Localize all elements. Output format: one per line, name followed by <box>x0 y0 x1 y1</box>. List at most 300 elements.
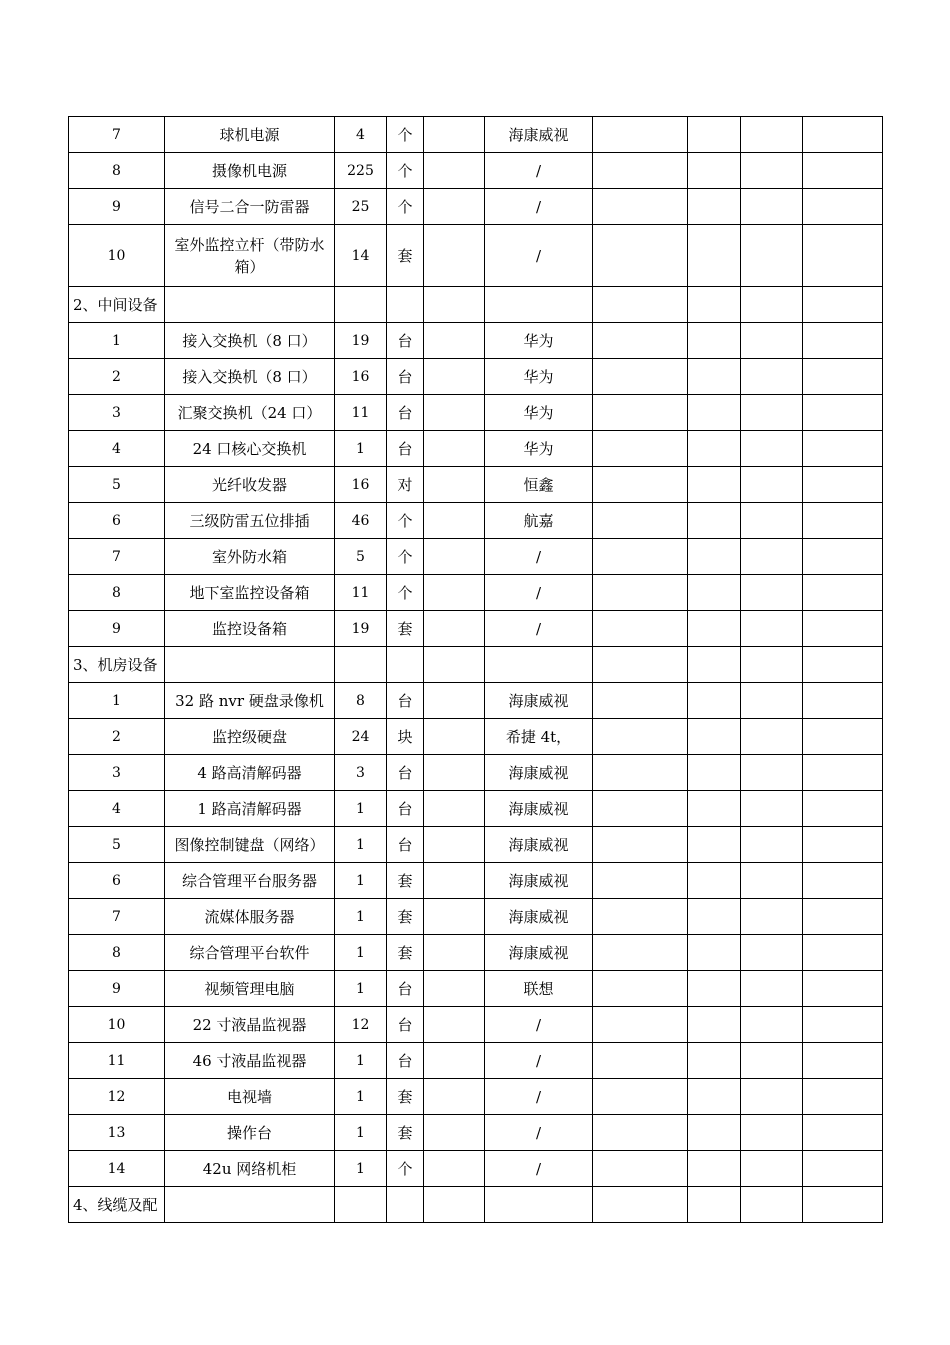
table-row <box>69 575 883 611</box>
brand-cell: / <box>485 575 593 611</box>
empty-cell <box>688 1079 741 1115</box>
quantity-cell: 1 <box>335 899 387 935</box>
empty-cell <box>424 935 485 971</box>
table-row <box>69 1043 883 1079</box>
empty-cell <box>593 539 688 575</box>
empty-cell <box>688 935 741 971</box>
item-number-cell: 13 <box>69 1115 165 1151</box>
empty-cell <box>803 1187 883 1223</box>
empty-cell <box>593 359 688 395</box>
item-name-cell: 地下室监控设备箱 <box>165 575 335 611</box>
brand-cell: 华为 <box>485 359 593 395</box>
empty-cell <box>593 647 688 683</box>
empty-cell <box>424 899 485 935</box>
item-name-cell: 三级防雷五位排插 <box>165 503 335 539</box>
empty-cell <box>803 225 883 287</box>
empty-cell <box>424 1007 485 1043</box>
empty-cell <box>424 1079 485 1115</box>
empty-cell <box>741 1187 803 1223</box>
item-number-cell: 10 <box>69 225 165 287</box>
empty-cell <box>335 647 387 683</box>
table-row <box>69 503 883 539</box>
empty-cell <box>741 539 803 575</box>
empty-cell <box>165 647 335 683</box>
empty-cell <box>688 755 741 791</box>
quantity-cell: 1 <box>335 827 387 863</box>
item-name-cell: 32 路 nvr 硬盘录像机 <box>165 683 335 719</box>
unit-cell: 个 <box>387 1151 424 1187</box>
item-name-cell: 综合管理平台服务器 <box>165 863 335 899</box>
empty-cell <box>424 791 485 827</box>
unit-cell: 台 <box>387 791 424 827</box>
quantity-cell: 1 <box>335 1115 387 1151</box>
empty-cell <box>688 827 741 863</box>
empty-cell <box>688 1115 741 1151</box>
quantity-cell: 24 <box>335 719 387 755</box>
empty-cell <box>803 395 883 431</box>
empty-cell <box>424 755 485 791</box>
empty-cell <box>803 431 883 467</box>
item-name-cell: 监控级硬盘 <box>165 719 335 755</box>
empty-cell <box>688 153 741 189</box>
empty-cell <box>803 539 883 575</box>
empty-cell <box>803 287 883 323</box>
empty-cell <box>741 323 803 359</box>
empty-cell <box>688 395 741 431</box>
empty-cell <box>741 575 803 611</box>
empty-cell <box>593 287 688 323</box>
item-number-cell: 2 <box>69 719 165 755</box>
item-name-cell: 图像控制键盘（网络） <box>165 827 335 863</box>
item-name-cell: 接入交换机（8 口） <box>165 323 335 359</box>
empty-cell <box>688 287 741 323</box>
empty-cell <box>741 287 803 323</box>
item-number-cell: 7 <box>69 539 165 575</box>
empty-cell <box>593 575 688 611</box>
item-name-cell: 46 寸液晶监视器 <box>165 1043 335 1079</box>
brand-cell: 华为 <box>485 323 593 359</box>
unit-cell: 块 <box>387 719 424 755</box>
section-title-cell: 4、线缆及配 <box>69 1187 165 1223</box>
table-row <box>69 863 883 899</box>
empty-cell <box>424 1187 485 1223</box>
quantity-cell: 1 <box>335 791 387 827</box>
unit-cell: 台 <box>387 683 424 719</box>
empty-cell <box>803 1007 883 1043</box>
unit-cell: 套 <box>387 935 424 971</box>
item-name-cell: 室外防水箱 <box>165 539 335 575</box>
table-row <box>69 1079 883 1115</box>
item-number-cell: 5 <box>69 827 165 863</box>
quantity-cell: 1 <box>335 935 387 971</box>
brand-cell: 华为 <box>485 395 593 431</box>
empty-cell <box>593 323 688 359</box>
empty-cell <box>741 467 803 503</box>
table-row <box>69 1151 883 1187</box>
quantity-cell: 8 <box>335 683 387 719</box>
empty-cell <box>688 1007 741 1043</box>
empty-cell <box>688 359 741 395</box>
empty-cell <box>803 1151 883 1187</box>
empty-cell <box>485 1187 593 1223</box>
empty-cell <box>424 1043 485 1079</box>
empty-cell <box>424 503 485 539</box>
unit-cell: 台 <box>387 1007 424 1043</box>
empty-cell <box>593 225 688 287</box>
brand-cell: 海康威视 <box>485 899 593 935</box>
empty-cell <box>741 1079 803 1115</box>
empty-cell <box>593 395 688 431</box>
unit-cell: 套 <box>387 899 424 935</box>
brand-cell: / <box>485 1151 593 1187</box>
unit-cell: 套 <box>387 863 424 899</box>
item-number-cell: 8 <box>69 935 165 971</box>
item-number-cell: 5 <box>69 467 165 503</box>
empty-cell <box>803 971 883 1007</box>
brand-cell: 海康威视 <box>485 755 593 791</box>
brand-cell: 海康威视 <box>485 117 593 153</box>
item-name-cell: 4 路高清解码器 <box>165 755 335 791</box>
empty-cell <box>741 683 803 719</box>
quantity-cell: 14 <box>335 225 387 287</box>
quantity-cell: 4 <box>335 117 387 153</box>
empty-cell <box>593 611 688 647</box>
empty-cell <box>741 431 803 467</box>
empty-cell <box>593 1043 688 1079</box>
quantity-cell: 5 <box>335 539 387 575</box>
section-title-cell: 2、中间设备 <box>69 287 165 323</box>
table-row <box>69 1115 883 1151</box>
table-row <box>69 359 883 395</box>
empty-cell <box>803 1079 883 1115</box>
item-name-cell: 1 路高清解码器 <box>165 791 335 827</box>
empty-cell <box>424 395 485 431</box>
item-number-cell: 8 <box>69 575 165 611</box>
item-number-cell: 7 <box>69 117 165 153</box>
empty-cell <box>803 791 883 827</box>
empty-cell <box>387 1187 424 1223</box>
empty-cell <box>335 287 387 323</box>
quantity-cell: 19 <box>335 323 387 359</box>
empty-cell <box>593 503 688 539</box>
empty-cell <box>424 117 485 153</box>
table-row <box>69 1007 883 1043</box>
item-name-cell: 光纤收发器 <box>165 467 335 503</box>
empty-cell <box>741 1007 803 1043</box>
brand-cell: 航嘉 <box>485 503 593 539</box>
table-row <box>69 431 883 467</box>
empty-cell <box>593 827 688 863</box>
empty-cell <box>741 359 803 395</box>
brand-cell: 海康威视 <box>485 827 593 863</box>
empty-cell <box>741 863 803 899</box>
empty-cell <box>593 1007 688 1043</box>
quantity-cell: 12 <box>335 1007 387 1043</box>
empty-cell <box>803 863 883 899</box>
quantity-cell: 16 <box>335 359 387 395</box>
empty-cell <box>688 503 741 539</box>
empty-cell <box>741 935 803 971</box>
empty-cell <box>688 791 741 827</box>
empty-cell <box>165 287 335 323</box>
item-number-cell: 1 <box>69 323 165 359</box>
unit-cell: 套 <box>387 611 424 647</box>
empty-cell <box>593 719 688 755</box>
table-row <box>69 827 883 863</box>
empty-cell <box>803 467 883 503</box>
empty-cell <box>741 395 803 431</box>
brand-cell: / <box>485 189 593 225</box>
unit-cell: 台 <box>387 323 424 359</box>
unit-cell: 台 <box>387 431 424 467</box>
item-name-cell: 42u 网络机柜 <box>165 1151 335 1187</box>
empty-cell <box>741 971 803 1007</box>
item-number-cell: 6 <box>69 503 165 539</box>
item-name-cell: 流媒体服务器 <box>165 899 335 935</box>
table-row <box>69 611 883 647</box>
empty-cell <box>424 1151 485 1187</box>
empty-cell <box>803 755 883 791</box>
empty-cell <box>485 647 593 683</box>
empty-cell <box>424 575 485 611</box>
item-name-cell: 操作台 <box>165 1115 335 1151</box>
item-name-cell: 24 口核心交换机 <box>165 431 335 467</box>
table-row <box>69 225 883 287</box>
item-name-cell: 视频管理电脑 <box>165 971 335 1007</box>
empty-cell <box>688 575 741 611</box>
empty-cell <box>424 683 485 719</box>
table-row <box>69 323 883 359</box>
empty-cell <box>593 1079 688 1115</box>
item-number-cell: 6 <box>69 863 165 899</box>
table-row <box>69 189 883 225</box>
empty-cell <box>387 287 424 323</box>
empty-cell <box>424 287 485 323</box>
empty-cell <box>803 189 883 225</box>
empty-cell <box>424 359 485 395</box>
item-name-cell: 汇聚交换机（24 口） <box>165 395 335 431</box>
empty-cell <box>424 971 485 1007</box>
empty-cell <box>741 719 803 755</box>
empty-cell <box>803 575 883 611</box>
brand-cell: 联想 <box>485 971 593 1007</box>
quantity-cell: 1 <box>335 1043 387 1079</box>
empty-cell <box>803 503 883 539</box>
empty-cell <box>803 899 883 935</box>
item-name-cell: 电视墙 <box>165 1079 335 1115</box>
empty-cell <box>741 611 803 647</box>
table-row <box>69 791 883 827</box>
empty-cell <box>741 791 803 827</box>
quantity-cell: 1 <box>335 971 387 1007</box>
item-number-cell: 10 <box>69 1007 165 1043</box>
brand-cell: 海康威视 <box>485 683 593 719</box>
empty-cell <box>741 1151 803 1187</box>
quantity-cell: 25 <box>335 189 387 225</box>
brand-cell: 海康威视 <box>485 935 593 971</box>
brand-cell: 恒鑫 <box>485 467 593 503</box>
quantity-cell: 1 <box>335 1079 387 1115</box>
quantity-cell: 1 <box>335 863 387 899</box>
empty-cell <box>593 467 688 503</box>
item-number-cell: 4 <box>69 431 165 467</box>
quantity-cell: 11 <box>335 575 387 611</box>
item-name-cell: 接入交换机（8 口） <box>165 359 335 395</box>
empty-cell <box>593 189 688 225</box>
empty-cell <box>688 1187 741 1223</box>
item-name-cell: 室外监控立杆（带防水箱） <box>165 225 335 287</box>
table-row <box>69 719 883 755</box>
empty-cell <box>593 935 688 971</box>
unit-cell: 个 <box>387 575 424 611</box>
quantity-cell: 16 <box>335 467 387 503</box>
empty-cell <box>741 755 803 791</box>
empty-cell <box>803 1115 883 1151</box>
unit-cell: 套 <box>387 225 424 287</box>
empty-cell <box>424 1115 485 1151</box>
equipment-table-body <box>69 117 883 1223</box>
item-name-cell: 球机电源 <box>165 117 335 153</box>
item-number-cell: 1 <box>69 683 165 719</box>
empty-cell <box>741 503 803 539</box>
unit-cell: 台 <box>387 755 424 791</box>
empty-cell <box>424 189 485 225</box>
unit-cell: 个 <box>387 117 424 153</box>
empty-cell <box>424 719 485 755</box>
empty-cell <box>688 971 741 1007</box>
item-number-cell: 9 <box>69 971 165 1007</box>
unit-cell: 个 <box>387 153 424 189</box>
empty-cell <box>803 827 883 863</box>
empty-cell <box>688 719 741 755</box>
empty-cell <box>387 647 424 683</box>
empty-cell <box>593 755 688 791</box>
empty-cell <box>424 863 485 899</box>
empty-cell <box>741 1043 803 1079</box>
empty-cell <box>741 827 803 863</box>
item-number-cell: 9 <box>69 611 165 647</box>
empty-cell <box>688 323 741 359</box>
empty-cell <box>803 359 883 395</box>
empty-cell <box>593 863 688 899</box>
brand-cell: 希捷 4t， <box>485 719 593 755</box>
unit-cell: 套 <box>387 1115 424 1151</box>
table-row <box>69 539 883 575</box>
brand-cell: / <box>485 1043 593 1079</box>
item-number-cell: 2 <box>69 359 165 395</box>
section-row <box>69 1187 883 1223</box>
quantity-cell: 225 <box>335 153 387 189</box>
unit-cell: 台 <box>387 1043 424 1079</box>
unit-cell: 对 <box>387 467 424 503</box>
empty-cell <box>688 117 741 153</box>
empty-cell <box>688 1043 741 1079</box>
empty-cell <box>803 647 883 683</box>
empty-cell <box>593 899 688 935</box>
table-row <box>69 935 883 971</box>
brand-cell: / <box>485 1079 593 1115</box>
item-number-cell: 14 <box>69 1151 165 1187</box>
unit-cell: 台 <box>387 971 424 1007</box>
empty-cell <box>424 611 485 647</box>
item-number-cell: 9 <box>69 189 165 225</box>
brand-cell: / <box>485 1007 593 1043</box>
brand-cell: / <box>485 153 593 189</box>
item-name-cell: 综合管理平台软件 <box>165 935 335 971</box>
empty-cell <box>593 791 688 827</box>
unit-cell: 个 <box>387 539 424 575</box>
empty-cell <box>803 323 883 359</box>
empty-cell <box>803 611 883 647</box>
table-row <box>69 153 883 189</box>
section-row <box>69 287 883 323</box>
table-row <box>69 395 883 431</box>
empty-cell <box>803 719 883 755</box>
quantity-cell: 1 <box>335 431 387 467</box>
item-number-cell: 3 <box>69 395 165 431</box>
brand-cell: / <box>485 539 593 575</box>
quantity-cell: 46 <box>335 503 387 539</box>
empty-cell <box>688 539 741 575</box>
empty-cell <box>688 683 741 719</box>
empty-cell <box>593 117 688 153</box>
quantity-cell: 19 <box>335 611 387 647</box>
empty-cell <box>424 539 485 575</box>
empty-cell <box>424 153 485 189</box>
section-row <box>69 647 883 683</box>
empty-cell <box>803 935 883 971</box>
item-name-cell: 22 寸液晶监视器 <box>165 1007 335 1043</box>
empty-cell <box>424 467 485 503</box>
section-title-cell: 3、机房设备 <box>69 647 165 683</box>
quantity-cell: 11 <box>335 395 387 431</box>
empty-cell <box>803 1043 883 1079</box>
empty-cell <box>741 225 803 287</box>
item-number-cell: 8 <box>69 153 165 189</box>
empty-cell <box>688 647 741 683</box>
unit-cell: 台 <box>387 395 424 431</box>
empty-cell <box>424 225 485 287</box>
empty-cell <box>593 153 688 189</box>
empty-cell <box>165 1187 335 1223</box>
empty-cell <box>741 1115 803 1151</box>
empty-cell <box>593 971 688 1007</box>
empty-cell <box>688 899 741 935</box>
empty-cell <box>803 153 883 189</box>
table-row <box>69 683 883 719</box>
empty-cell <box>688 467 741 503</box>
empty-cell <box>741 899 803 935</box>
item-name-cell: 监控设备箱 <box>165 611 335 647</box>
item-number-cell: 12 <box>69 1079 165 1115</box>
item-number-cell: 7 <box>69 899 165 935</box>
item-number-cell: 11 <box>69 1043 165 1079</box>
empty-cell <box>741 117 803 153</box>
table-row <box>69 467 883 503</box>
empty-cell <box>688 431 741 467</box>
empty-cell <box>741 189 803 225</box>
empty-cell <box>688 225 741 287</box>
empty-cell <box>803 683 883 719</box>
empty-cell <box>688 1151 741 1187</box>
empty-cell <box>424 431 485 467</box>
item-number-cell: 4 <box>69 791 165 827</box>
item-number-cell: 3 <box>69 755 165 791</box>
table-row <box>69 755 883 791</box>
brand-cell: 海康威视 <box>485 863 593 899</box>
empty-cell <box>741 153 803 189</box>
empty-cell <box>424 323 485 359</box>
